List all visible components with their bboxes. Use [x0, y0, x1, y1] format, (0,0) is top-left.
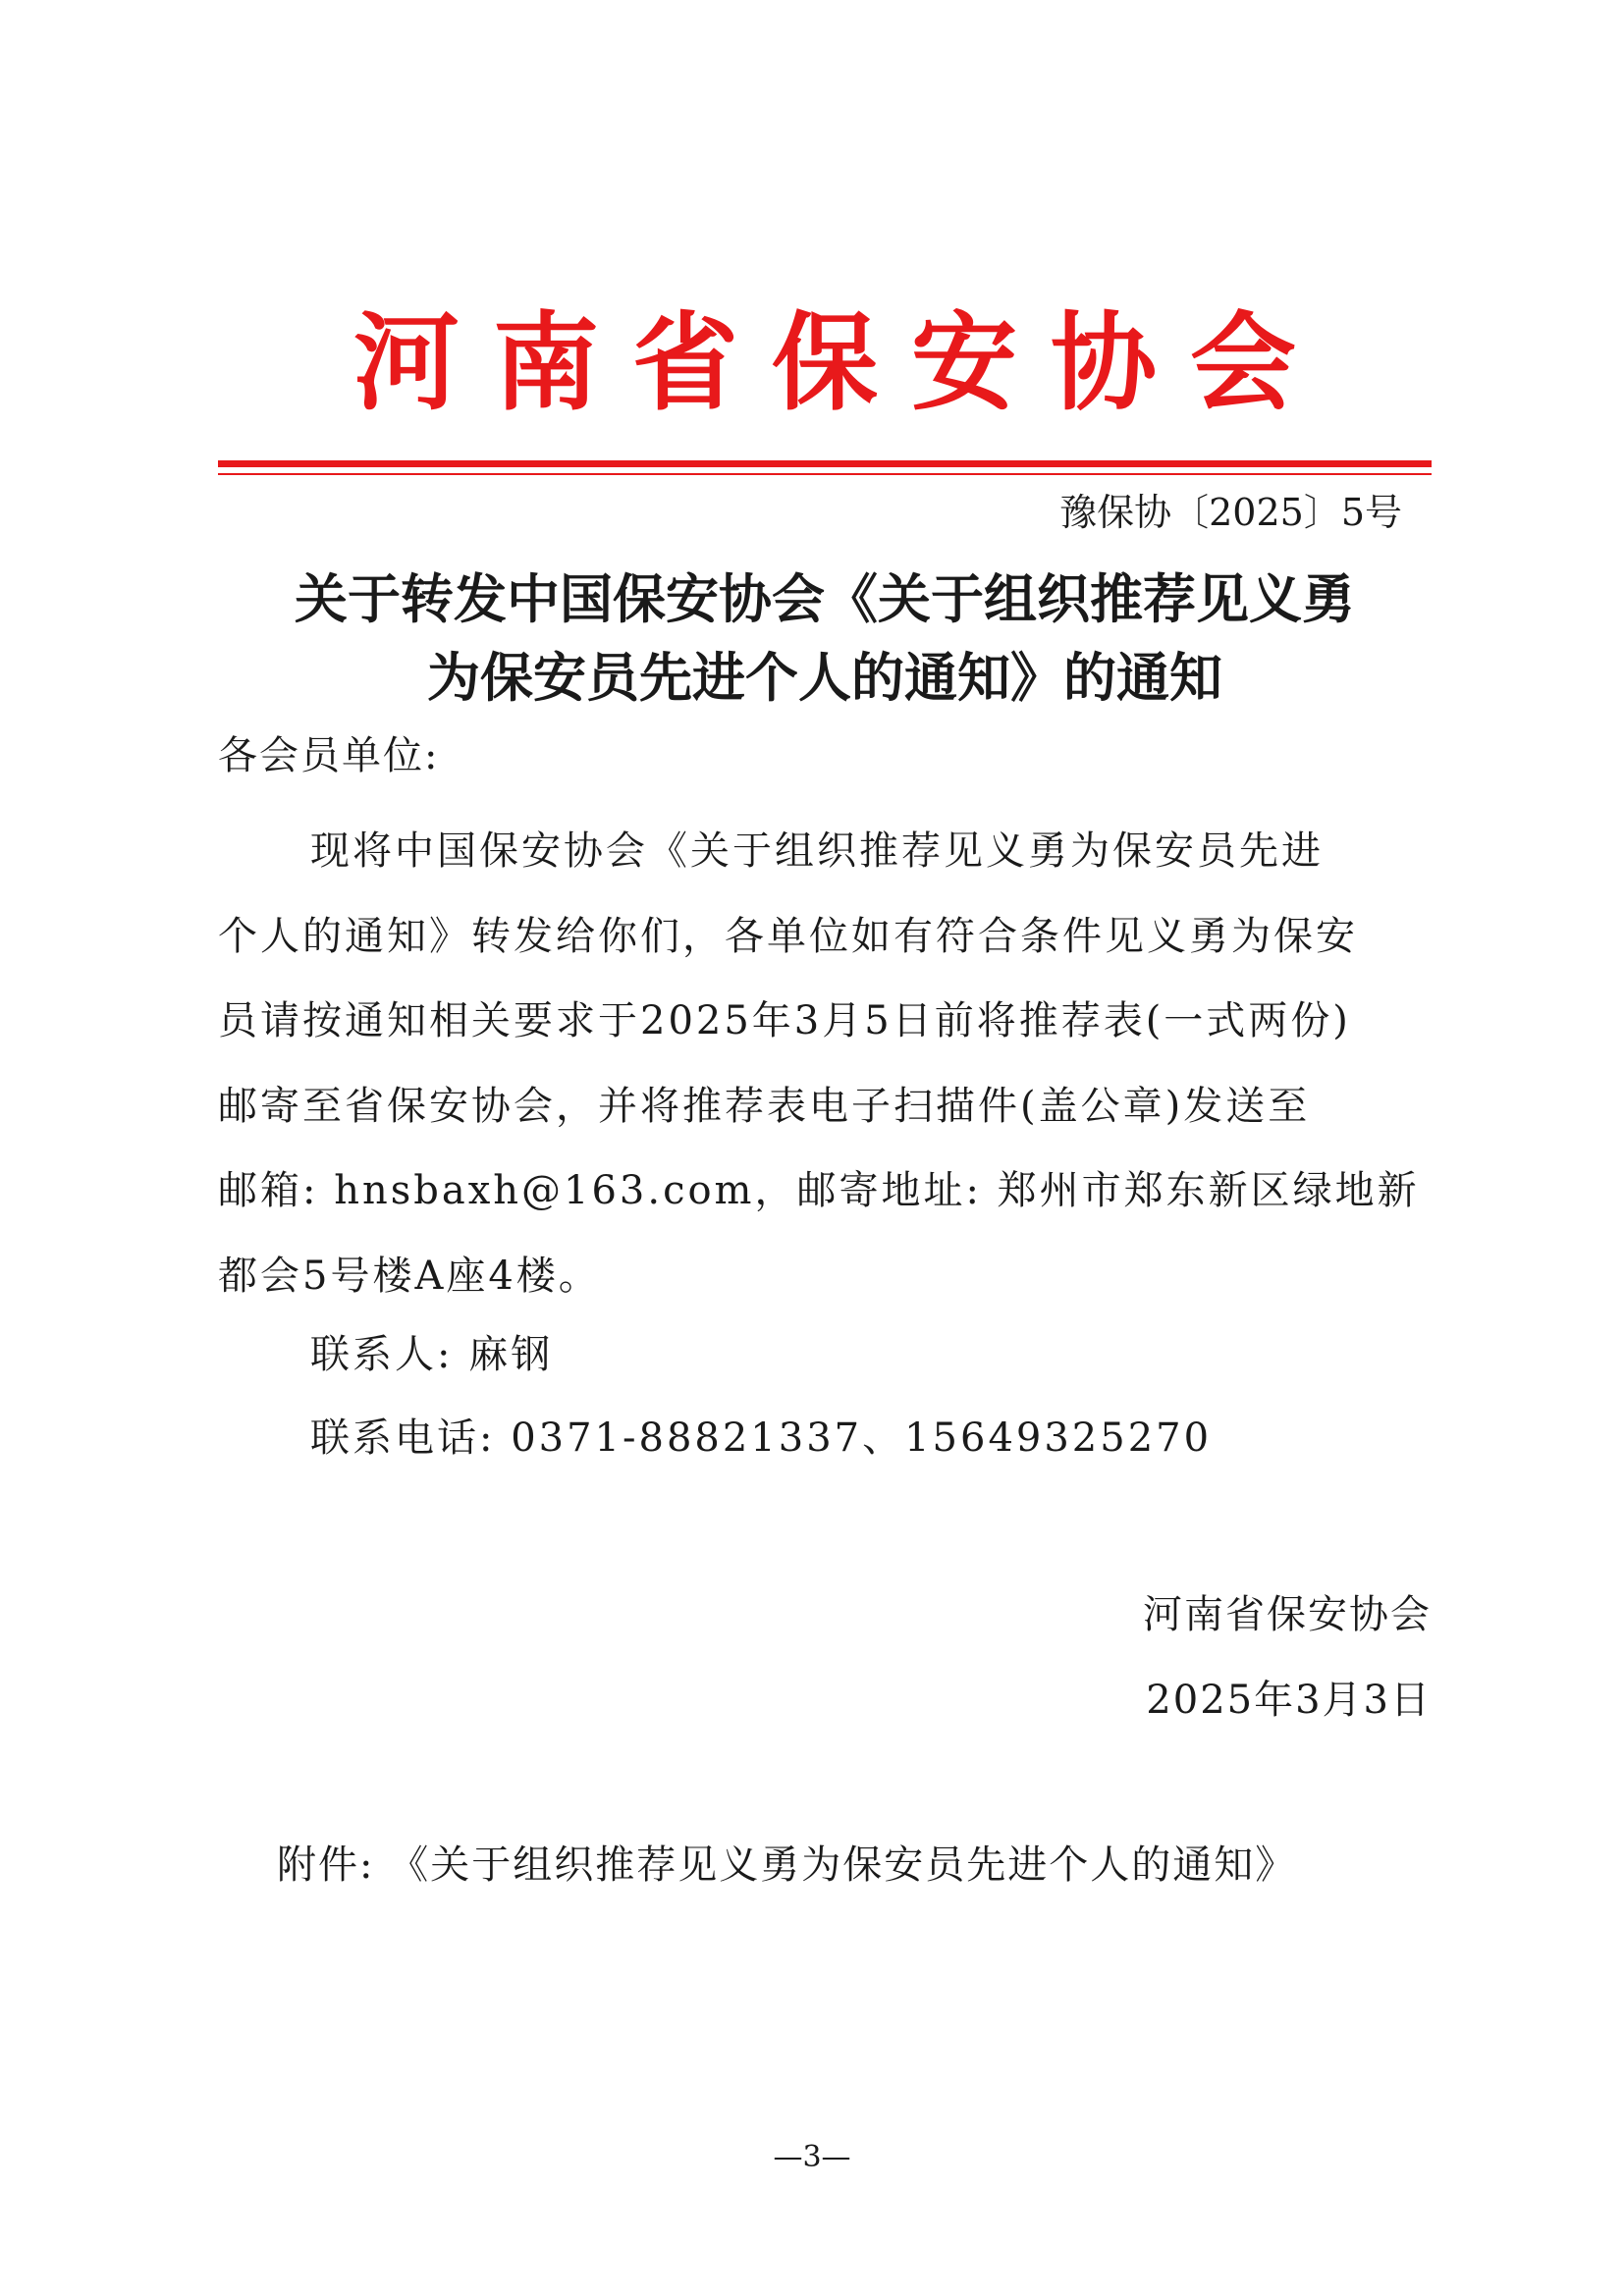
masthead-red-rule: [218, 460, 1432, 467]
attachment-line: 附件: 《关于组织推荐见义勇为保安员先进个人的通知》: [277, 1842, 1297, 1888]
signature-organization: 河南省保安协会: [1143, 1592, 1432, 1637]
body-paragraph: [218, 809, 1432, 1318]
document-number: 豫保协〔2025〕5号: [1059, 491, 1402, 534]
document-title-line-1: 关于转发中国保安协会《关于组织推荐见义勇: [295, 567, 1355, 630]
body-line: 员请按通知相关要求于2025年3月5日前将推荐表(一式两份): [218, 998, 1351, 1043]
document-title: [218, 560, 1432, 717]
document-title-line-2: 为保安员先进个人的通知》的通知: [427, 646, 1222, 709]
contact-phone: 联系电话: 0371-88821337、15649325270: [310, 1415, 1213, 1461]
contact-person: 联系人: 麻钢: [310, 1332, 554, 1377]
body-line: 都会5号楼A座4楼。: [218, 1253, 601, 1299]
salutation: 各会员单位:: [218, 733, 440, 778]
signature-date: 2025年3月3日: [1146, 1678, 1432, 1723]
body-line: 个人的通知》转发给你们，各单位如有符合条件见义勇为保安: [218, 913, 1358, 959]
page-number: —3—: [773, 2140, 851, 2174]
body-line: 邮寄至省保安协会，并将推荐表电子扫描件(盖公章)发送至: [218, 1083, 1311, 1129]
masthead-org-name: 河南省保安协会: [352, 301, 1329, 425]
body-line: 现将中国保安协会《关于组织推荐见义勇为保安员先进: [310, 828, 1324, 874]
masthead-red-rule-thin: [218, 473, 1432, 475]
body-line: 邮箱: hnsbaxh@163.com，邮寄地址: 郑州市郑东新区绿地新: [218, 1168, 1420, 1213]
